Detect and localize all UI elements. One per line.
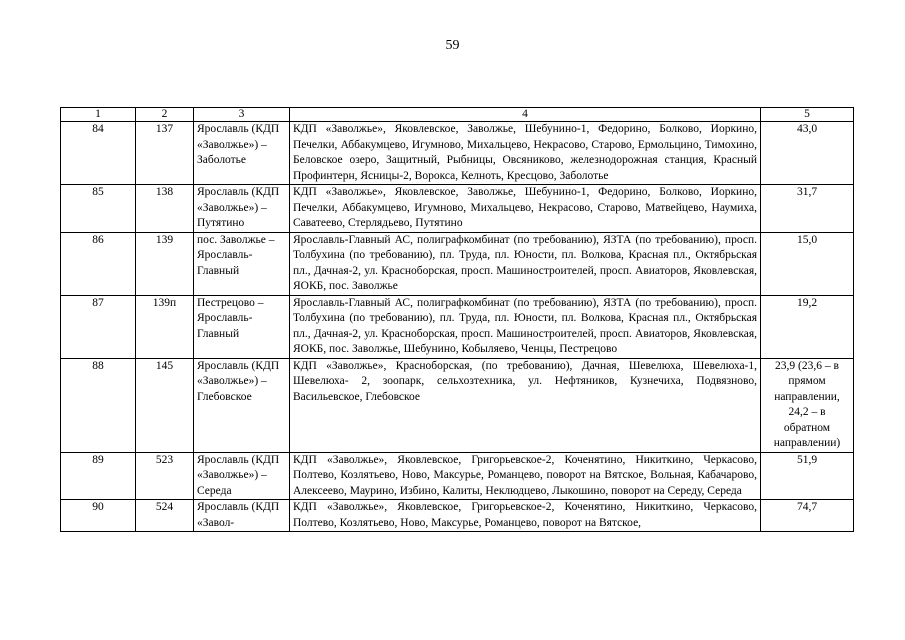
route-stops: КДП «Заволжье», Яковлевское, Заволжье, Шебунино-1, Федорино, Болково, Иоркино, Печелки, Аббакумцево, Игумново, Михальцево, Некрасово, Старово, Ермольцино, Тимохино, Беловское озеро, Защитный, Рыбницы, Овсяниково, железнодорожная станция, Красный Профинтерн, Ясницы-2, Ворокса, Келноть, Кресцово, Заболотье xyxy=(290,122,761,185)
route-name: Ярославль (КДП «Заволжье») – Середа xyxy=(194,452,290,500)
route-name: пос. Заволжье – Ярославль-Главный xyxy=(194,232,290,295)
route-distance: 15,0 xyxy=(761,232,854,295)
table-row xyxy=(61,122,854,185)
route-number: 523 xyxy=(136,452,194,500)
table-row xyxy=(61,500,854,532)
table-row xyxy=(61,185,854,233)
route-number: 139 xyxy=(136,232,194,295)
route-distance: 43,0 xyxy=(761,122,854,185)
table-row xyxy=(61,232,854,295)
row-number: 90 xyxy=(61,500,136,532)
header-col-4: 4 xyxy=(290,108,761,122)
row-number: 85 xyxy=(61,185,136,233)
route-distance: 19,2 xyxy=(761,295,854,358)
row-number: 86 xyxy=(61,232,136,295)
route-stops: Ярославль-Главный АС, полиграфкомбинат (по требованию), ЯЗТА (по требованию), просп. Толбухина (по требованию), пл. Труда, пл. Юности, пл. Волкова, Красная пл., Октябрьская пл., Дачная-2, ул. Красноборская, просп. Машиностроителей, просп. Авиаторов, Яковлевская, ЯОКБ, пос. Заволжье xyxy=(290,232,761,295)
route-stops: КДП «Заволжье», Яковлевское, Григорьевское-2, Коченятино, Никиткино, Черкасово, Полтево, Козлятьево, Ново, Максурье, Романцево, поворот на Вятское, Вольная, Кабачарово, Алексеево, Маурино, Избино, Калиты, Неклюдцево, Лыкошино, поворот на Середу, Середа xyxy=(290,452,761,500)
table-row xyxy=(61,358,854,452)
table-row xyxy=(61,295,854,358)
route-name: Пестрецово – Ярославль-Главный xyxy=(194,295,290,358)
route-stops: КДП «Заволжье», Красноборская, (по требованию), Дачная, Шевелюха, Шевелюха-1, Шевелюха- 2, зоопарк, сельхозтехника, ул. Нефтяников, Кузнечиха, Подвязново, Васильевское, Глебовское xyxy=(290,358,761,452)
route-distance: 31,7 xyxy=(761,185,854,233)
routes-table xyxy=(60,107,854,532)
route-number: 137 xyxy=(136,122,194,185)
route-number: 138 xyxy=(136,185,194,233)
header-col-1: 1 xyxy=(61,108,136,122)
route-name: Ярославль (КДП «Заволжье») – Глебовское xyxy=(194,358,290,452)
route-number: 524 xyxy=(136,500,194,532)
route-name: Ярославль (КДП «Заволжье») – Путятино xyxy=(194,185,290,233)
header-col-5: 5 xyxy=(761,108,854,122)
route-distance: 51,9 xyxy=(761,452,854,500)
row-number: 89 xyxy=(61,452,136,500)
table-row xyxy=(61,452,854,500)
route-stops: КДП «Заволжье», Яковлевское, Заволжье, Шебунино-1, Федорино, Болково, Иоркино, Печелки, Аббакумцево, Игумново, Михальцево, Некрасово, Старово, Матвейцево, Наумиха, Саватеево, Стерлядьево, Путятино xyxy=(290,185,761,233)
route-distance: 23,9 (23,6 – в прямом направлении, 24,2 – в обратном направлении) xyxy=(761,358,854,452)
route-stops: Ярославль-Главный АС, полиграфкомбинат (по требованию), ЯЗТА (по требованию), просп. Толбухина (по требованию), пл. Труда, пл. Юности, пл. Волкова, Красная пл., Октябрьская пл., Дачная-2, ул. Красноборская, просп. Машиностроителей, просп. Авиаторов, Яковлевская, ЯОКБ, пос. Заволжье, Шебунино, Кобыляево, Ченцы, Пестрецово xyxy=(290,295,761,358)
route-name: Ярославль (КДП «Заволжье») – Заболотье xyxy=(194,122,290,185)
header-row xyxy=(61,108,854,122)
header-col-2: 2 xyxy=(136,108,194,122)
page-number: 59 xyxy=(445,38,460,53)
route-name: Ярославль (КДП «Завол- xyxy=(194,500,290,532)
route-distance: 74,7 xyxy=(761,500,854,532)
row-number: 88 xyxy=(61,358,136,452)
route-stops: КДП «Заволжье», Яковлевское, Григорьевское-2, Коченятино, Никиткино, Черкасово, Полтево, Козлятьево, Ново, Максурье, Романцево, поворот на Вятское, xyxy=(290,500,761,532)
row-number: 87 xyxy=(61,295,136,358)
route-number: 139п xyxy=(136,295,194,358)
row-number: 84 xyxy=(61,122,136,185)
route-number: 145 xyxy=(136,358,194,452)
header-col-3: 3 xyxy=(194,108,290,122)
